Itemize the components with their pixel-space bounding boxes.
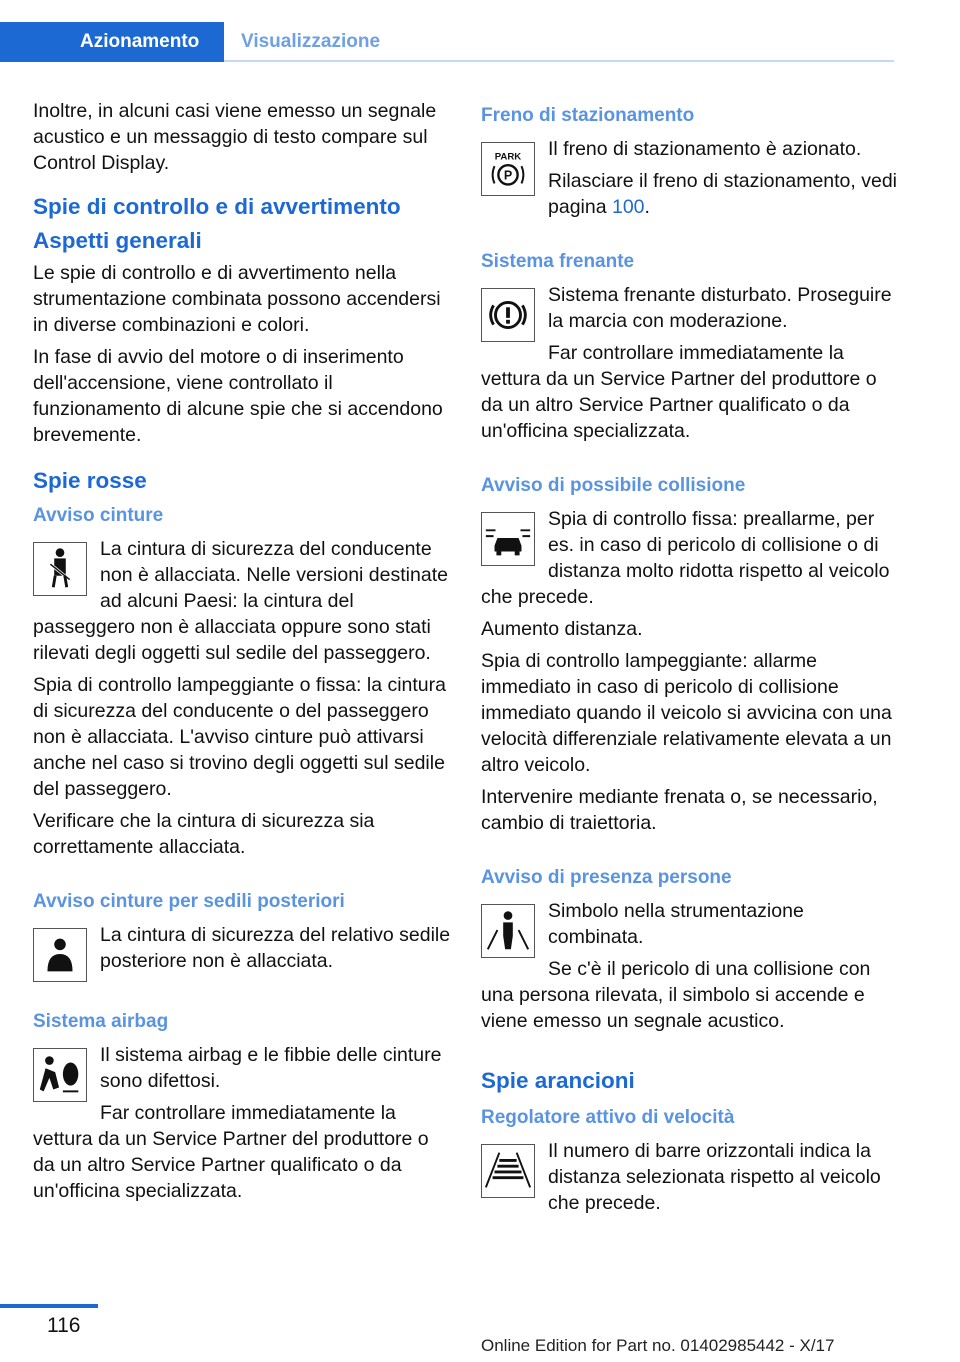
airbag-icon <box>33 1048 87 1102</box>
page-reference-link[interactable]: 100 <box>611 196 645 218</box>
heading-avviso-cinture: Avviso cinture <box>33 505 164 526</box>
heading-sistema-airbag: Sistema airbag <box>33 1011 169 1032</box>
frenante-paragraph-1: Sistema frenante disturbato. Proseguire la marcia con moderazione. <box>548 284 892 332</box>
collisione-paragraph-3: Spia di controllo lampeggiante: allarme immediato in caso di pericolo di collisione immediato quando il veicolo si avvicina con una velocità differenziale relativamente elevata a un altro veicolo. <box>481 650 892 776</box>
page-header <box>0 0 960 62</box>
freno-text: Rilasciare il freno di stazionamento, vedi pagina <box>548 170 898 218</box>
item-freno-stazionamento <box>481 136 899 226</box>
heading-freno-stazionamento: Freno di stazionamento <box>481 105 695 126</box>
freno-paragraph-1: Il freno di stazionamento è azionato. <box>548 138 862 160</box>
tab-visualizzazione[interactable]: Visualizzazione <box>224 22 894 62</box>
header-rule <box>224 60 894 62</box>
collisione-paragraph-2: Aumento distanza. <box>481 618 643 640</box>
svg-text:PARK: PARK <box>494 151 522 163</box>
freno-text-end: . <box>644 196 650 218</box>
svg-text:P: P <box>503 168 513 183</box>
subsection-title-aspetti: Aspetti generali <box>33 228 202 253</box>
section-title-arancioni: Spie arancioni <box>481 1068 635 1093</box>
item-avviso-cinture <box>33 536 451 672</box>
heading-presenza-persone: Avviso di presenza persone <box>481 867 732 888</box>
item-presenza-persone <box>481 898 899 1040</box>
posteriori-paragraph: La cintura di sicurezza del relativo sedile posteriore non è allacciata. <box>100 924 451 972</box>
regolatore-paragraph: Il numero di barre orizzontali indica la distanza selezionata rispetto al veicolo che precede. <box>548 1140 881 1214</box>
cinture-paragraph-2: Spia di controllo lampeggiante o fissa: la cintura di sicurezza del conducente o del passeggero non è allacciata. L'avviso cinture può attivarsi anche nel caso si trovino degli oggetti sul sedile del passeggero. <box>33 674 446 800</box>
persone-paragraph-1: Simbolo nella strumentazione combinata. <box>548 900 804 948</box>
collisione-paragraph-4: Intervenire mediante frenata o, se necessario, cambio di traiettoria. <box>481 786 878 834</box>
section-title-rosse: Spie rosse <box>33 468 147 493</box>
item-avviso-collisione <box>481 506 899 616</box>
right-column <box>481 98 899 1222</box>
heading-sistema-frenante: Sistema frenante <box>481 251 635 272</box>
heading-regolatore-velocita: Regolatore attivo di velocità <box>481 1107 735 1128</box>
heading-cinture-posteriori: Avviso cinture per sedili posteriori <box>33 891 345 912</box>
collisione-paragraph-1: Spia di controllo fissa: preallarme, per es. in caso di pericolo di collisione o di distanza molto ridotta rispetto al veicolo che precede. <box>481 508 890 608</box>
cinture-paragraph-3: Verificare che la cintura di sicurezza sia correttamente allacciata. <box>33 810 375 858</box>
item-sistema-frenante <box>481 282 899 450</box>
frenante-paragraph-2: Far controllare immediatamente la vettura da un Service Partner del produttore o da un altro Service Partner qualificato o da un'officina specializzata. <box>481 342 877 442</box>
page-number: 116 <box>47 1314 81 1337</box>
item-sistema-airbag <box>33 1042 451 1210</box>
aspetti-paragraph-1: Le spie di controllo e di avvertimento nella strumentazione combinata possono accendersi in diverse combinazioni e colori. <box>33 262 441 336</box>
section-title-spie: Spie di controllo e di avvertimento <box>33 194 401 219</box>
intro-paragraph: Inoltre, in alcuni casi viene emesso un segnale acustico e un messaggio di testo compare sul Control Display. <box>33 100 437 174</box>
pedestrian-warning-icon <box>481 904 535 958</box>
freno-paragraph-2 <box>481 168 899 220</box>
cruise-distance-icon <box>481 1144 535 1198</box>
online-edition-label: Online Edition for Part no. 01402985442 - X/17 <box>481 1336 835 1355</box>
park-brake-icon <box>481 142 535 196</box>
airbag-paragraph-2: Far controllare immediatamente la vettura da un Service Partner del produttore o da un altro Service Partner qualificato o da un'officina specializzata. <box>33 1102 429 1202</box>
rear-seat-occupant-icon <box>33 928 87 982</box>
collision-warning-icon <box>481 512 535 566</box>
persone-paragraph-2: Se c'è il pericolo di una collisione con una persona rilevata, il simbolo si accende e viene emesso un segnale acustico. <box>481 958 871 1032</box>
heading-avviso-collisione: Avviso di possibile collisione <box>481 475 746 496</box>
brake-warning-icon <box>481 288 535 342</box>
item-cinture-posteriori <box>33 922 451 986</box>
footer-bar <box>0 1304 98 1308</box>
cinture-paragraph-1: La cintura di sicurezza del conducente non è allacciata. Nelle versioni destinate ad alcuni Paesi: la cintura del passeggero non è allacciata oppure sono stati rilevati degli oggetti sul sedile del passeggero. <box>33 538 448 664</box>
item-regolatore-velocita <box>481 1138 899 1222</box>
airbag-paragraph-1: Il sistema airbag e le fibbie delle cinture sono difettosi. <box>100 1044 442 1092</box>
aspetti-paragraph-2: In fase di avvio del motore o di inserimento dell'accensione, viene controllato il funzionamento di alcune spie che si accendono brevemente. <box>33 346 443 446</box>
left-column <box>33 98 451 1210</box>
tab-azionamento[interactable]: Azionamento <box>0 22 224 62</box>
seatbelt-icon <box>33 542 87 596</box>
